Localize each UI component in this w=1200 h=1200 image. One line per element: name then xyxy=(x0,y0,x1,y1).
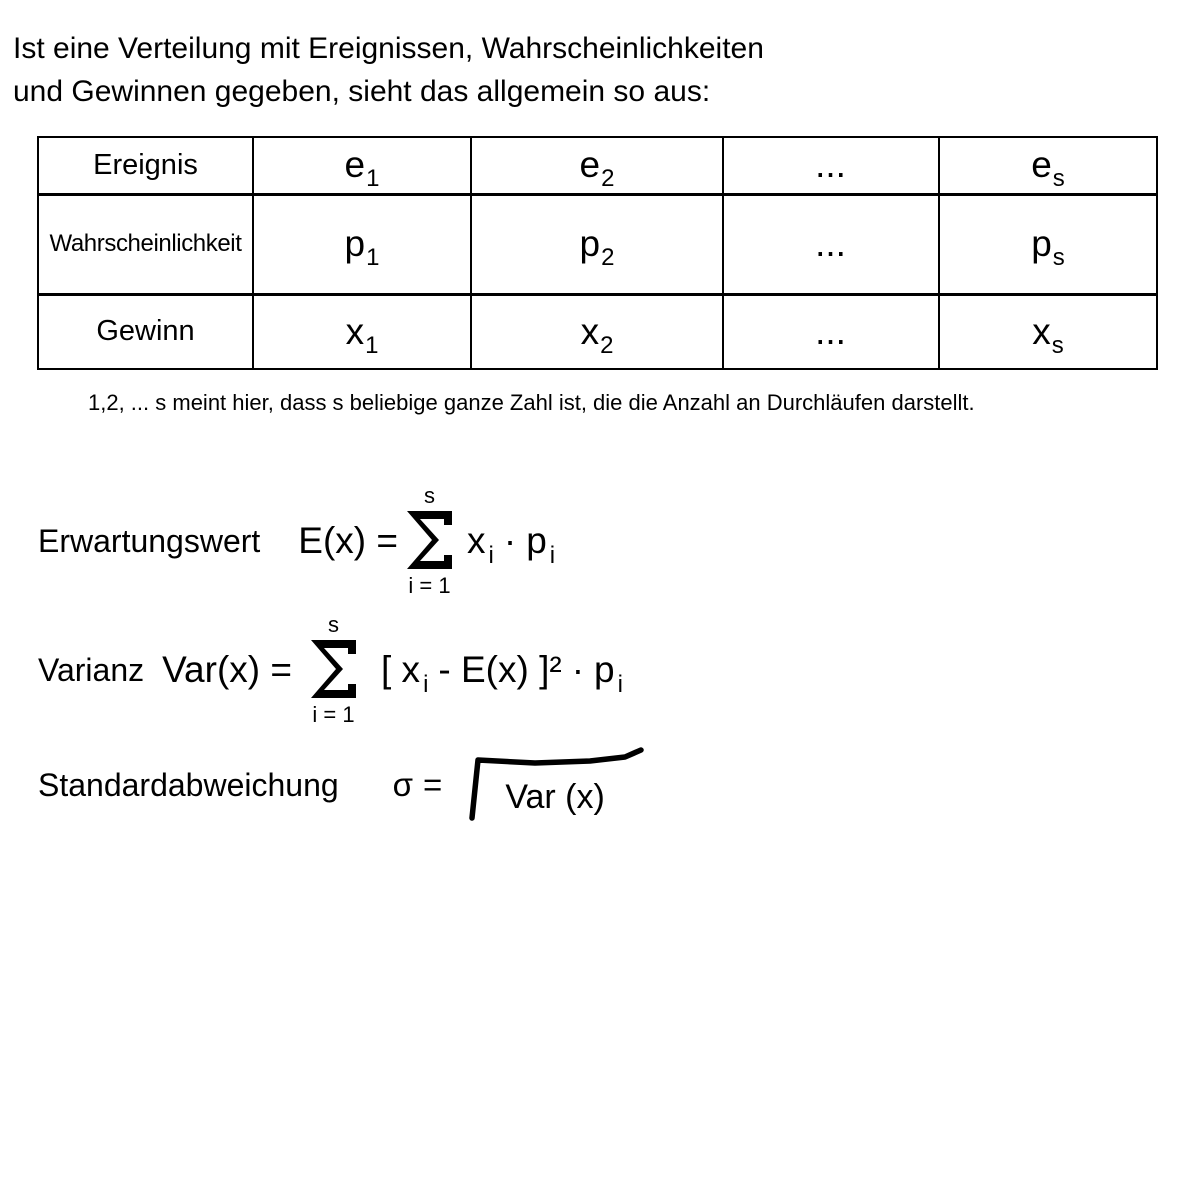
cell-base: ... xyxy=(815,144,846,186)
cell-e1 xyxy=(253,137,471,194)
cell-base: x xyxy=(345,310,365,352)
row-header-wahrscheinlichkeit: Wahrscheinlichkeit xyxy=(38,194,253,294)
cell-base: x xyxy=(1032,310,1051,352)
page-title-line2: und Gewinnen gegeben, sieht das allgemein so aus: xyxy=(13,75,711,108)
table-row-wahrscheinlichkeit xyxy=(38,194,1157,294)
cell-sub: s xyxy=(1051,331,1064,359)
cell-sub: 1 xyxy=(365,331,379,359)
cell-base: e xyxy=(579,144,601,186)
cell-base: e xyxy=(1031,144,1052,186)
row-header-gewinn: Gewinn xyxy=(38,294,253,369)
page-title-line1: Ist eine Verteilung mit Ereignissen, Wahrscheinlichkeiten xyxy=(13,32,764,65)
formula-expectation-lhs: E(x) = xyxy=(298,520,399,561)
cell-p1 xyxy=(253,194,471,294)
term-x-subscript: i xyxy=(423,671,429,698)
cell-xs xyxy=(939,294,1157,369)
formula-variance-terms xyxy=(381,649,623,698)
cell-e-ellipsis xyxy=(723,137,939,194)
bracket-open-x: [ x xyxy=(381,649,421,690)
summation-block xyxy=(406,485,453,597)
cell-base: ... xyxy=(815,310,846,352)
formula-stddev-label: Standardabweichung xyxy=(38,766,339,803)
cell-x-ellipsis xyxy=(723,294,939,369)
cell-p-ellipsis xyxy=(723,194,939,294)
cell-base: p xyxy=(1031,223,1052,264)
cell-x2 xyxy=(471,294,723,369)
table-row-gewinn xyxy=(38,294,1157,369)
table-footnote: 1,2, ... s meint hier, dass s beliebige ganze Zahl ist, die die Anzahl an Durchläufen darstellt. xyxy=(88,390,975,415)
cell-base: p xyxy=(344,223,366,264)
formula-variance-lhs: Var(x) = xyxy=(162,649,292,690)
formula-variance-label: Varianz xyxy=(38,651,145,688)
cell-p2 xyxy=(471,194,723,294)
cell-es xyxy=(939,137,1157,194)
cell-sub: 2 xyxy=(601,244,615,271)
term-p-subscript: i xyxy=(549,542,556,569)
cell-sub: 1 xyxy=(366,244,380,271)
cell-sub: 2 xyxy=(601,165,615,193)
cell-sub: s xyxy=(1052,244,1065,271)
cell-sub: 2 xyxy=(600,331,614,359)
sum-sigma-icon xyxy=(406,511,453,569)
cell-e2 xyxy=(471,137,723,194)
cell-base: x xyxy=(580,310,600,352)
sum-upper-limit: s xyxy=(424,483,436,508)
formula-stddev xyxy=(38,745,660,825)
formula-expectation xyxy=(38,485,555,597)
cell-base: ... xyxy=(815,223,846,264)
cell-base: e xyxy=(344,144,366,186)
multiplication-dot: · xyxy=(503,520,517,561)
cell-sub: s xyxy=(1052,165,1065,193)
term-x: x xyxy=(467,520,486,561)
sigma-symbol: σ xyxy=(392,766,414,803)
page-title xyxy=(13,27,764,113)
term-x-subscript: i xyxy=(488,542,494,569)
sum-upper-limit: s xyxy=(328,612,339,637)
formula-expectation-terms xyxy=(467,520,556,569)
sum-lower-limit: i = 1 xyxy=(408,573,451,598)
cell-sub: 1 xyxy=(366,165,380,193)
formula-variance xyxy=(38,614,623,726)
table-row-ereignis xyxy=(38,137,1157,194)
summation-block xyxy=(310,614,357,726)
equals-sign: = xyxy=(423,766,443,803)
term-p-subscript: i xyxy=(617,671,623,698)
bracket-close-squared: - E(x) ]² xyxy=(438,649,562,690)
distribution-table xyxy=(37,136,1158,370)
term-p: p xyxy=(594,649,615,690)
cell-base: p xyxy=(579,223,601,264)
cell-x1 xyxy=(253,294,471,369)
square-root-expression xyxy=(465,746,660,824)
formula-expectation-label: Erwartungswert xyxy=(38,522,261,559)
sum-lower-limit: i = 1 xyxy=(312,702,355,727)
multiplication-dot: · xyxy=(571,649,585,690)
term-p: p xyxy=(526,520,547,561)
cell-ps xyxy=(939,194,1157,294)
radicand-text: Var (x) xyxy=(505,778,605,816)
row-header-ereignis: Ereignis xyxy=(38,137,253,194)
sum-sigma-icon xyxy=(310,640,357,698)
